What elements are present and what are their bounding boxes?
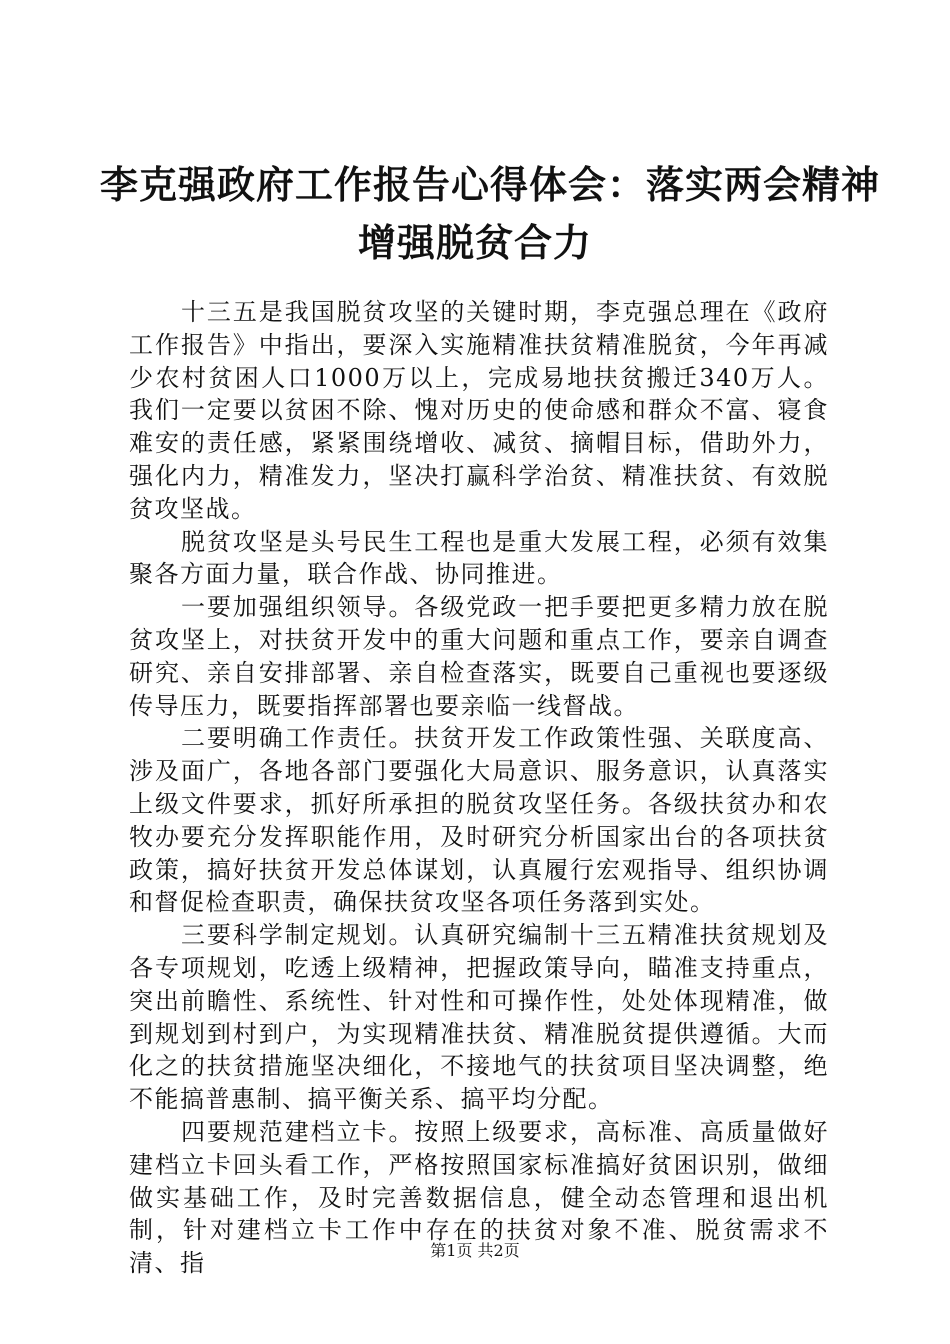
paragraph-point-3: 三要科学制定规划。认真研究编制十三五精准扶贫规划及各专项规划，吃透上级精神，把握政策导向，瞄准支持重点，突出前瞻性、系统性、针对性和可操作性，处处体现精准，做到规划到村到户，为实现精准扶贫、精准脱贫提供遵循。大而化之的扶贫措施坚决细化，不接地气的扶贫项目坚决调整，绝不能搞普惠制、搞平衡关系、搞平均分配。	[129, 921, 829, 1114]
paragraph-point-4: 四要规范建档立卡。按照上级要求，高标准、高质量做好建档立卡回头看工作，严格按照国家标准搞好贫困识别，做细做实基础工作，及时完善数据信息，健全动态管理和退出机制，针对建档立卡工作中存在的扶贫对象不准、脱贫需求不清、指	[129, 1117, 829, 1278]
paragraph-overview: 脱贫攻坚是头号民生工程也是重大发展工程，必须有效集聚各方面力量，联合作战、协同推进。	[129, 527, 829, 589]
page-title: 李克强政府工作报告心得体会：落实两会精神	[100, 163, 881, 207]
paragraph-point-2: 二要明确工作责任。扶贫开发工作政策性强、关联度高、涉及面广，各地各部门要强化大局意识、服务意识，认真落实上级文件要求，抓好所承担的脱贫攻坚任务。各级扶贫办和农牧办要充分发挥职能作用，及时研究分析国家出台的各项扶贫政策，搞好扶贫开发总体谋划，认真履行宏观指导、组织协调和督促检查职责，确保扶贫攻坚各项任务落到实处。	[129, 724, 829, 917]
paragraph-point-1: 一要加强组织领导。各级党政一把手要把更多精力放在脱贫攻坚上，对扶贫开发中的重大问题和重点工作，要亲自调查研究、亲自安排部署、亲自检查落实，既要自己重视也要逐级传导压力，既要指挥部署也要亲临一线督战。	[129, 593, 829, 720]
page-number: 第1页 共2页	[430, 1241, 520, 1260]
paragraph-intro: 十三五是我国脱贫攻坚的关键时期，李克强总理在《政府工作报告》中指出，要深入实施精准扶贫精准脱贫，今年再减少农村贫困人口1000万以上，完成易地扶贫搬迁340万人。我们一定要以贫困不除、愧对历史的使命感和群众不富、寝食难安的责任感，紧紧围绕增收、减贫、摘帽目标，借助外力，强化内力，精准发力，坚决打赢科学治贫、精准扶贫、有效脱贫攻坚战。	[129, 298, 829, 523]
document-body	[129, 296, 829, 1280]
page-subtitle: 增强脱贫合力	[357, 221, 592, 265]
